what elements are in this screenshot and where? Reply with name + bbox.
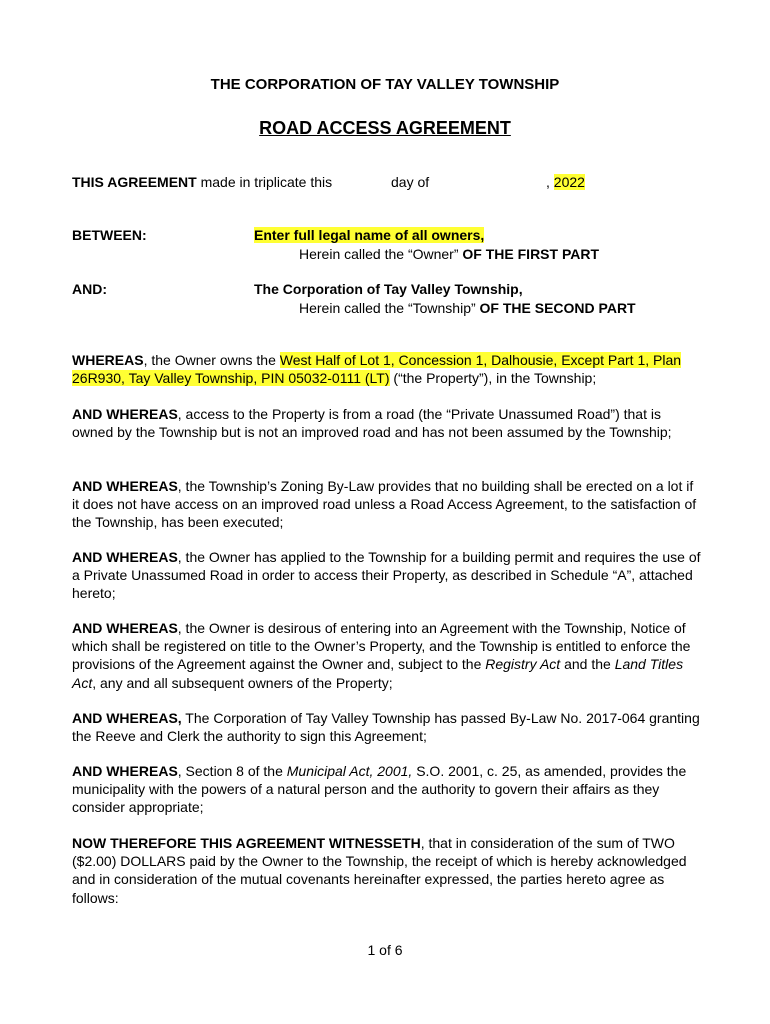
witnesseth-clause: NOW THEREFORE THIS AGREEMENT WITNESSETH, that in consideration of the sum of TWO ($2.00) DOLLARS paid by the Owner to the Township, the receipt of which is hereby acknowledged and in consideration of the mutual covenants hereinafter expressed, the parties hereto agree as follows: — [72, 835, 687, 906]
between-label: BETWEEN: — [72, 227, 147, 243]
opening-line — [72, 173, 585, 191]
second-party — [254, 280, 636, 317]
recital-municipal-act: AND WHEREAS, Section 8 of the Municipal Act, 2001, S.O. 2001, c. 25, as amended, provides the municipality with the powers of a natural person and the authority to govern their affairs as they consider appropriate; — [72, 763, 687, 816]
recital-access: AND WHEREAS, access to the Property is from a road (the “Private Unassumed Road”) that is owned by the Township but is not an improved road and has not been assumed by the Township; — [72, 406, 672, 441]
township-called: Herein called the “Township” OF THE SECOND PART — [299, 299, 636, 316]
and-label: AND: — [72, 281, 107, 297]
recital-agreement: AND WHEREAS, the Owner is desirous of entering into an Agreement with the Township, Notice of which shall be registered on title to the Owner’s Property, and the Township is entitled to enforce the provisions of the Agreement against the Owner and, subject to the Registry Act and the Land Titles Act, any and all subsequent owners of the Property; — [72, 620, 691, 691]
recital-bylaw: AND WHEREAS, The Corporation of Tay Valley Township has passed By-Law No. 2017-064 granting the Reeve and Clerk the authority to sign this Agreement; — [72, 710, 700, 745]
first-party — [254, 226, 599, 263]
property-description-field: West Half of Lot 1, Concession 1, Dalhousie, Except Part 1, Plan 26R930, Tay Valley Township, PIN 05032-0111 (LT) — [72, 352, 682, 387]
day-of-label: day of — [391, 174, 430, 190]
opening-text: made in triplicate this — [196, 174, 333, 190]
township-name: The Corporation of Tay Valley Township, — [254, 281, 523, 297]
owner-name-field: Enter full legal name of all owners, — [254, 227, 485, 243]
page-number: 1 of 6 — [367, 942, 403, 958]
agreement-title: ROAD ACCESS AGREEMENT — [259, 118, 511, 138]
corporation-heading: THE CORPORATION OF TAY VALLEY TOWNSHIP — [210, 76, 560, 93]
recital-zoning: AND WHEREAS, the Township’s Zoning By-Law provides that no building shall be erected on a lot if it does not have access on an improved road unless a Road Access Agreement, to the satisfaction of the Township, has been executed; — [72, 478, 697, 531]
opening-lead: THIS AGREEMENT — [72, 174, 197, 190]
recital-property: WHEREAS, the Owner owns the West Half of Lot 1, Concession 1, Dalhousie, Except Part 1, Plan 26R930, Tay Valley Township, PIN 05032-0111 (LT) (“the Property”), in the Township; — [72, 352, 682, 387]
owner-called: Herein called the “Owner” OF THE FIRST PART — [299, 245, 600, 262]
year-field: , 2022 — [546, 174, 585, 190]
year-value: 2022 — [553, 174, 585, 190]
recital-permit: AND WHEREAS, the Owner has applied to the Township for a building permit and requires the use of a Private Unassumed Road in order to access their Property, as described in Schedule “A”, attached hereto; — [72, 549, 701, 602]
